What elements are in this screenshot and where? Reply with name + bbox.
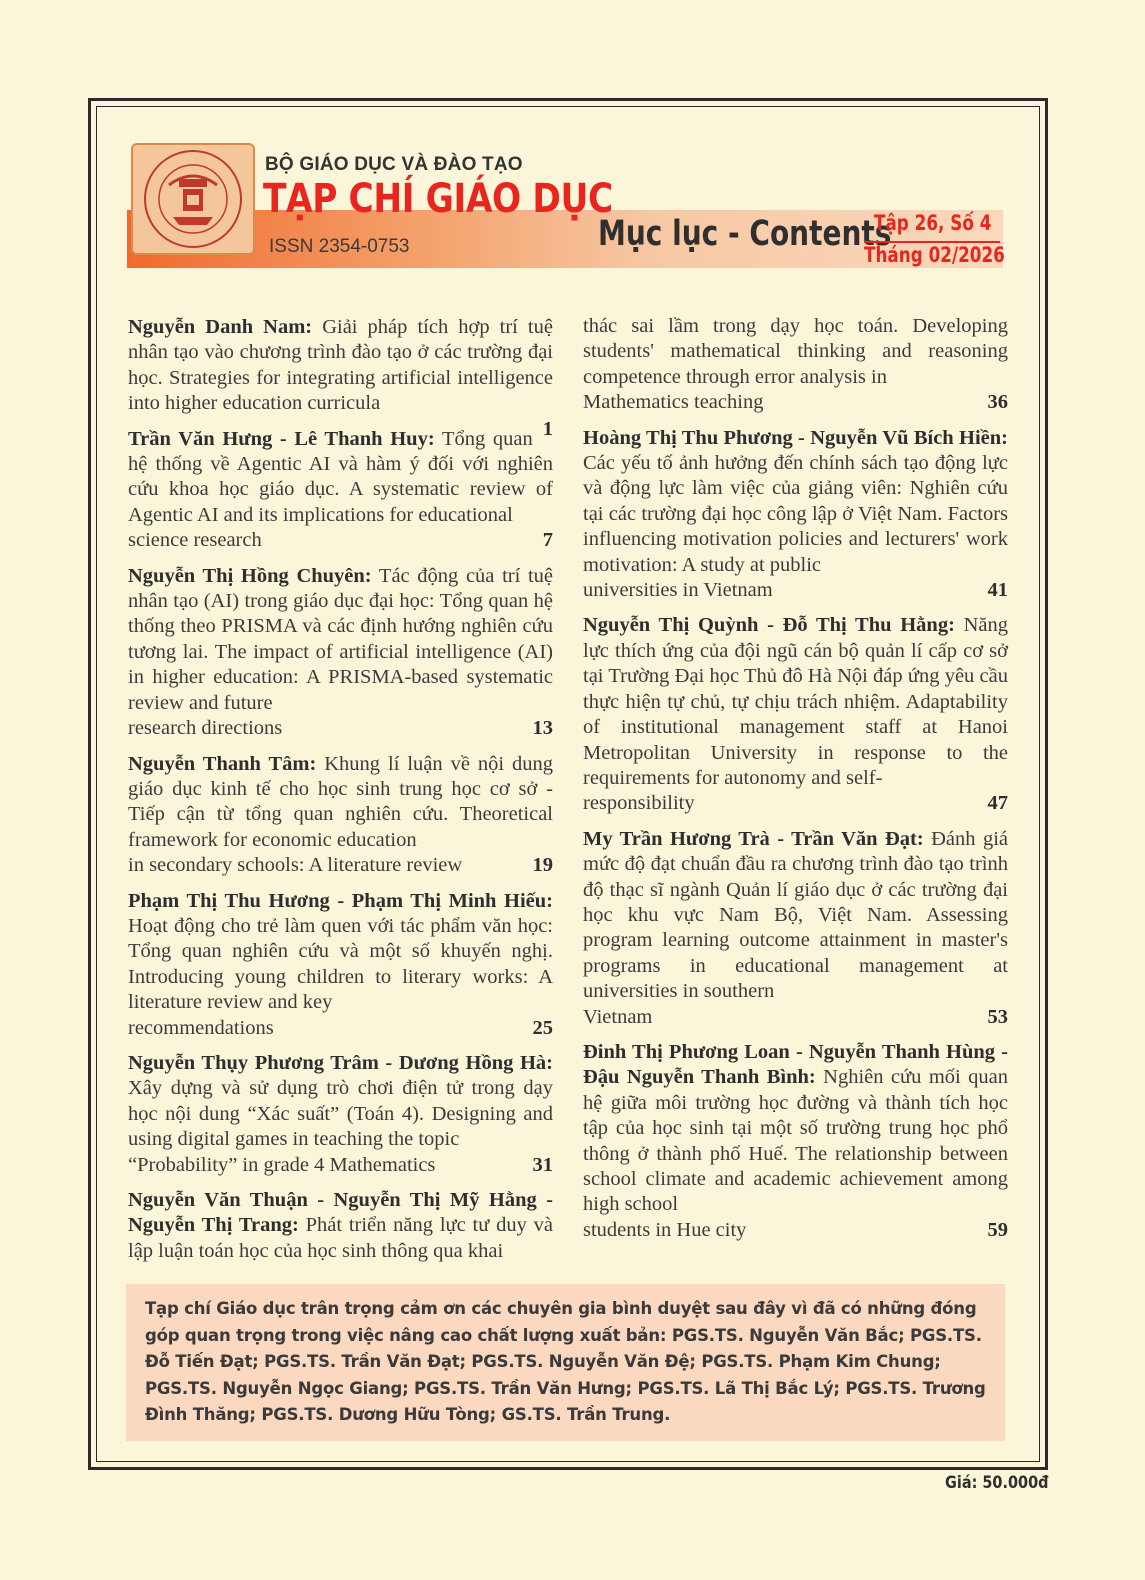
entry-title: Tác động của trí tuệ nhân tạo (AI) trong giáo dục đại học: Tổng quan hệ thống theo PRISMA và các định hướng nghiên cứu tương lai. The impact of artificial intelligence (AI) in higher education: A PRISMA-based systematic review and future [128,564,553,714]
entry-authors: Phạm Thị Thu Hương - Phạm Thị Minh Hiếu: [128,889,553,912]
contents-heading: Mục lục - Contents [598,214,892,254]
entry-authors: My Trần Hương Trà - Trần Văn Đạt: [583,827,924,850]
entry-title: Phát triển năng lực tư duy và lập luận toán học của học sinh thông qua khai [128,1214,553,1262]
entry-page-number: 41 [987,579,1008,602]
entry-authors: Nguyễn Thị Quỳnh - Đỗ Thị Thu Hằng: [583,614,955,637]
entry-title-end: research directions [128,717,283,740]
toc-entry[interactable] [583,1040,1008,1243]
reviewers-acknowledgement: Tạp chí Giáo dục trân trọng cảm ơn các chuyên gia bình duyệt sau đây vì đã có những đóng góp quan trọng trong việc nâng cao chất lượng xuất bản: PGS.TS. Nguyễn Văn Bắc; PGS.TS. Đỗ Tiến Đạt; PGS.TS. Trần Văn Đạt; PGS.TS. Nguyễn Văn Đệ; PGS.TS. Phạm Kim Chung; PGS.TS. Nguyễn Ngọc Giang; PGS.TS. Trần Văn Hưng; PGS.TS. Lã Thị Bắc Lý; PGS.TS. Trương Đình Thăng; PGS.TS. Dương Hữu Tòng; GS.TS. Trần Trung. [126,1284,1005,1441]
entry-title: Giải pháp tích hợp trí tuệ nhân tạo vào chương trình đào tạo ở các trường đại học. Strategies for integrating artificial intelligence into higher education curricula [128,316,553,415]
journal-title: TẠP CHÍ GIÁO DỤC [263,176,613,222]
entry-authors: Đinh Thị Phương Loan - Nguyễn Thanh Hùng - Đậu Nguyễn Thanh Bình: [583,1040,1008,1089]
entry-authors: Nguyễn Thị Hồng Chuyên: [128,564,372,587]
entry-page-number: 59 [987,1218,1008,1241]
entry-title: Tổng quan hệ thống về Agentic AI và hàm ý đối với nghiên cứu khoa học giáo dục. A systematic review of Agentic AI and its implications for educational [128,427,553,526]
entry-authors: Nguyễn Thanh Tâm: [128,752,317,775]
entry-page-number: 31 [532,1153,553,1176]
entry-title: Xây dựng và sử dụng trò chơi điện tử trong dạy học nội dung “Xác suất” (Toán 4). Designing and using digital games in teaching the topic [128,1077,553,1151]
toc-entry[interactable] [128,564,553,742]
entry-title-end: Mathematics teaching [583,391,764,414]
entry-title-end: students in Hue city [583,1218,747,1241]
entry-page-number: 53 [987,1005,1008,1028]
entry-page-number: 25 [532,1016,553,1039]
entry-title-end: recommendations [128,1016,274,1039]
entry-title-end: responsibility [583,792,695,815]
entry-page-number: 47 [987,792,1008,815]
entry-title-end: science research [128,529,262,552]
toc-entry[interactable] [583,426,1008,604]
contents-column-left [128,315,553,1274]
entry-title: Khung lí luận về nội dung giáo dục kinh tế cho học sinh trung học cơ sở - Tiếp cận từ tổng quan nghiên cứu. Theoretical framework for economic education [128,752,553,851]
toc-entry[interactable] [583,314,1008,416]
price-label: Giá: 50.000đ [945,1473,1049,1493]
entry-page-number: 19 [532,854,553,877]
journal-logo [131,143,255,255]
toc-entry[interactable] [583,827,1008,1030]
entry-authors: Nguyễn Văn Thuận - Nguyễn Thị Mỹ Hằng - Nguyễn Thị Trang: [128,1189,553,1237]
toc-entry[interactable] [128,752,553,879]
entry-authors: Nguyễn Thụy Phương Trâm - Dương Hồng Hà: [128,1051,553,1074]
entry-authors: Trần Văn Hưng - Lê Thanh Huy: [128,427,435,450]
toc-entry[interactable] [583,613,1008,816]
toc-entry[interactable] [128,1188,553,1264]
entry-page-number: 1 [542,417,553,440]
toc-entry[interactable] [128,889,553,1041]
entry-page-number: 36 [987,391,1008,414]
ministry-name: BỘ GIÁO DỤC VÀ ĐÀO TẠO [265,154,523,175]
issn-number: ISSN 2354-0753 [269,236,410,257]
contents-column-right [583,314,1008,1253]
entry-title: Đánh giá mức độ đạt chuẩn đầu ra chương trình đào tạo trình độ thạc sĩ ngành Quản lí giáo dục ở các trường đại học khu vực Nam Bộ, Việt Nam. Assessing program learning outcome attainment in master's programs in educational management at universities in southern [583,827,1008,1003]
entry-title-end: in secondary schools: A literature review [128,854,463,877]
entry-title: Năng lực thích ứng của đội ngũ cán bộ quản lí cấp cơ sở tại Trường Đại học Thủ đô Hà Nội đáp ứng yêu cầu thực hiện tự chủ, tự chịu trách nhiệm. Adaptability of institutional management staff at Hanoi Metropolitan University in response to the requirements for autonomy and self- [583,614,1008,789]
issue-month: Tháng 02/2026 [864,243,1005,267]
entry-title: thác sai lầm trong dạy học toán. Developing students' mathematical thinking and reasoning competence through error analysis in [583,315,1008,388]
entry-title: Nghiên cứu mối quan hệ giữa môi trường học đường và thành tích học tập của học sinh tại một số trường trung học phổ thông ở thành phố Huế. The relationship between school climate and academic achievement among high school [583,1066,1008,1216]
entry-title: Các yếu tố ảnh hưởng đến chính sách tạo động lực và động lực làm việc của giảng viên: Nghiên cứu tại các trường đại học công lập ở Việt Nam. Factors influencing motivation policies and lecturers' work motivation: A study at public [583,452,1008,576]
entry-page-number: 7 [542,529,553,552]
toc-entry[interactable] [128,1051,553,1178]
entry-authors: Hoàng Thị Thu Phương - Nguyễn Vũ Bích Hiền: [583,426,1008,449]
volume-issue: Tập 26, Số 4 [874,211,992,235]
entry-title-end: “Probability” in grade 4 Mathematics [128,1153,436,1176]
entry-title-end: Vietnam [583,1005,653,1028]
entry-title: Hoạt động cho trẻ làm quen với tác phẩm văn học: Tổng quan nghiên cứu và một số khuyến nghị. Introducing young children to literary works: A literature review and key [128,914,553,1014]
entry-title-end: universities in Vietnam [583,579,773,602]
entry-authors: Nguyễn Danh Nam: [128,316,313,338]
toc-entry[interactable] [128,427,553,554]
entry-page-number: 13 [532,717,553,740]
